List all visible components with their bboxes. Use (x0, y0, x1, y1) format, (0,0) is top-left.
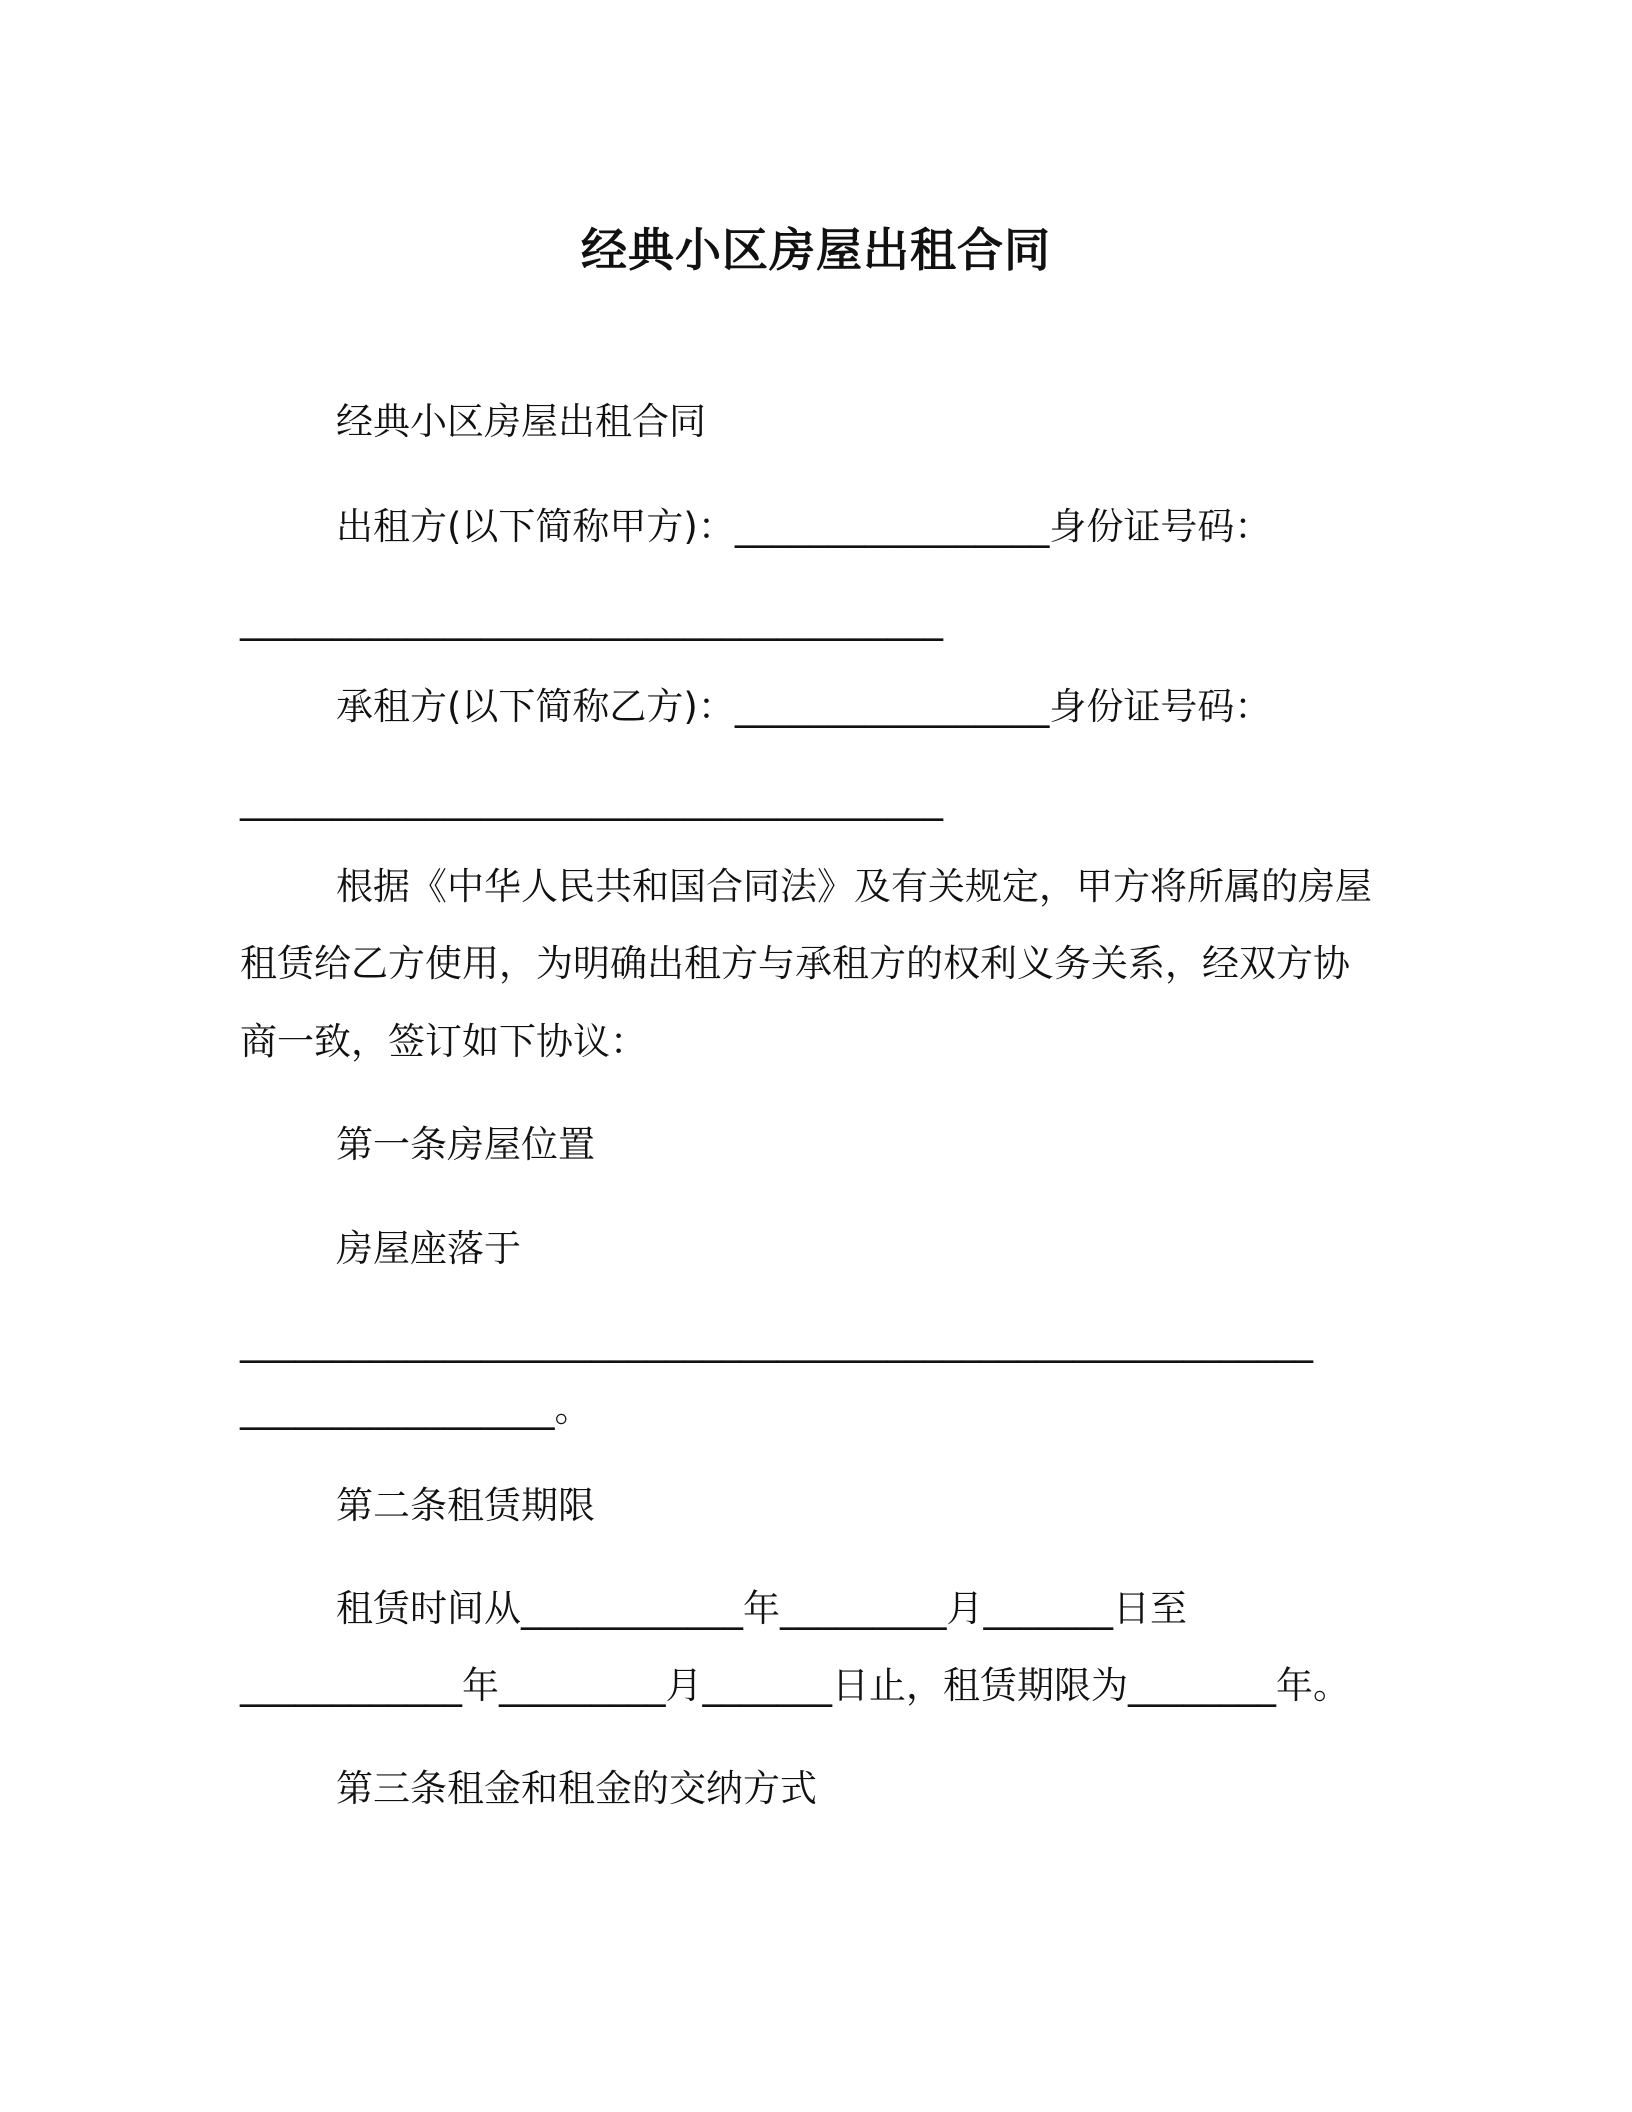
intro-paragraph-line-1: 根据《中华人民共和国合同法》及有关规定，甲方将所属的房屋 (336, 865, 1372, 908)
document-title: 经典小区房屋出租合同 (581, 223, 1051, 277)
house-location-label: 房屋座落于 (336, 1227, 521, 1270)
lessee-line: 承租方(以下简称乙方)：_________________身份证号码： (336, 685, 1272, 728)
article-3-heading: 第三条租金和租金的交纳方式 (336, 1767, 817, 1810)
lessor-line: 出租方(以下简称甲方)：_________________身份证号码： (336, 505, 1272, 548)
house-location-blank-line-2: _________________。 (240, 1387, 592, 1430)
lessor-id-blank-line: ______________________________________ (240, 598, 943, 641)
article-2-heading: 第二条租赁期限 (336, 1484, 595, 1527)
lease-period-line-1: 租赁时间从____________年_________月_______日至 (336, 1587, 1187, 1630)
house-location-blank-line-1: __________________________________________________________ (240, 1320, 1313, 1363)
lessee-id-blank-line: ______________________________________ (240, 778, 943, 821)
lease-period-line-2: ____________年_________月_______日止，租赁期限为________年。 (240, 1664, 1350, 1707)
intro-paragraph-line-2: 租赁给乙方使用，为明确出租方与承租方的权利义务关系，经双方协 (240, 942, 1350, 985)
article-1-heading: 第一条房屋位置 (336, 1123, 595, 1166)
intro-paragraph-line-3: 商一致，签订如下协议： (240, 1020, 647, 1063)
contract-heading-line: 经典小区房屋出租合同 (336, 400, 706, 443)
